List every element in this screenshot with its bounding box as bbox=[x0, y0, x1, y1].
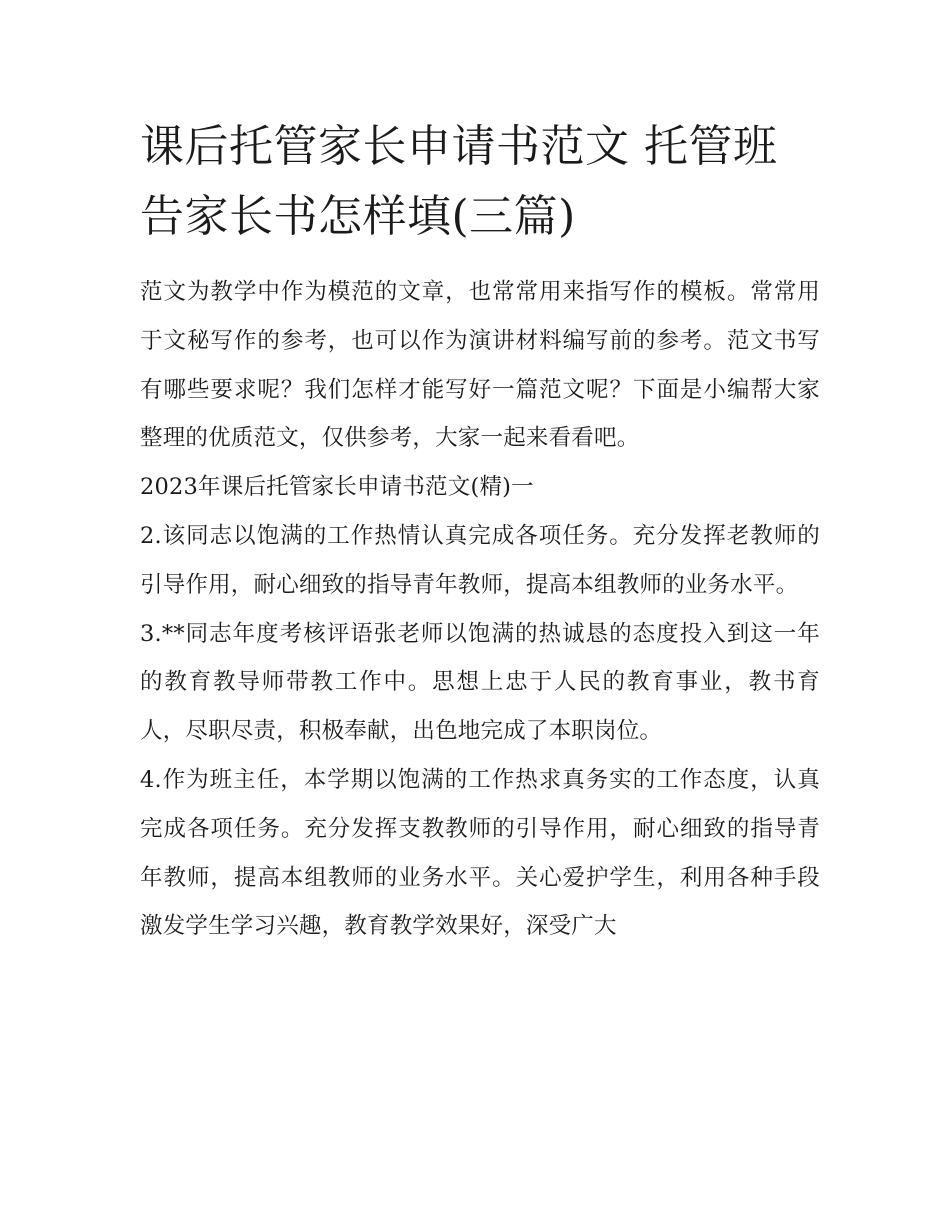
paragraph-section-heading: 2023年课后托管家长申请书范文(精)一 bbox=[140, 474, 534, 501]
paragraph-item-2: 2.该同志以饱满的工作热情认真完成各项任务。充分发挥老教师的引导作用，耐心细致的指导青年教师，提高本组教师的业务水平。 bbox=[140, 522, 820, 598]
document-body bbox=[140, 112, 820, 951]
document-title: 课后托管家长申请书范文 托管班告家长书怎样填(三篇) bbox=[140, 121, 778, 242]
paragraph-item-3: 3.**同志年度考核评语张老师以饱满的热诚恳的态度投入到这一年的教育教导师带教工作中。思想上忠于人民的教育事业，教书育人，尽职尽责，积极奉献，出色地完成了本职岗位。 bbox=[140, 620, 820, 745]
paragraph-item-4: 4.作为班主任，本学期以饱满的工作热求真务实的工作态度，认真完成各项任务。充分发挥支教教师的引导作用，耐心细致的指导青年教师，提高本组教师的业务水平。关心爱护学生，利用各种手段激发学生学习兴趣，教育教学效果好，深受广大 bbox=[140, 766, 820, 940]
paragraph-intro: 范文为教学中作为模范的文章，也常常用来指写作的模板。常常用于文秘写作的参考，也可以作为演讲材料编写前的参考。范文书写有哪些要求呢？我们怎样才能写好一篇范文呢？下面是小编帮大家整理的优质范文，仅供参考，大家一起来看看吧。 bbox=[140, 279, 820, 452]
